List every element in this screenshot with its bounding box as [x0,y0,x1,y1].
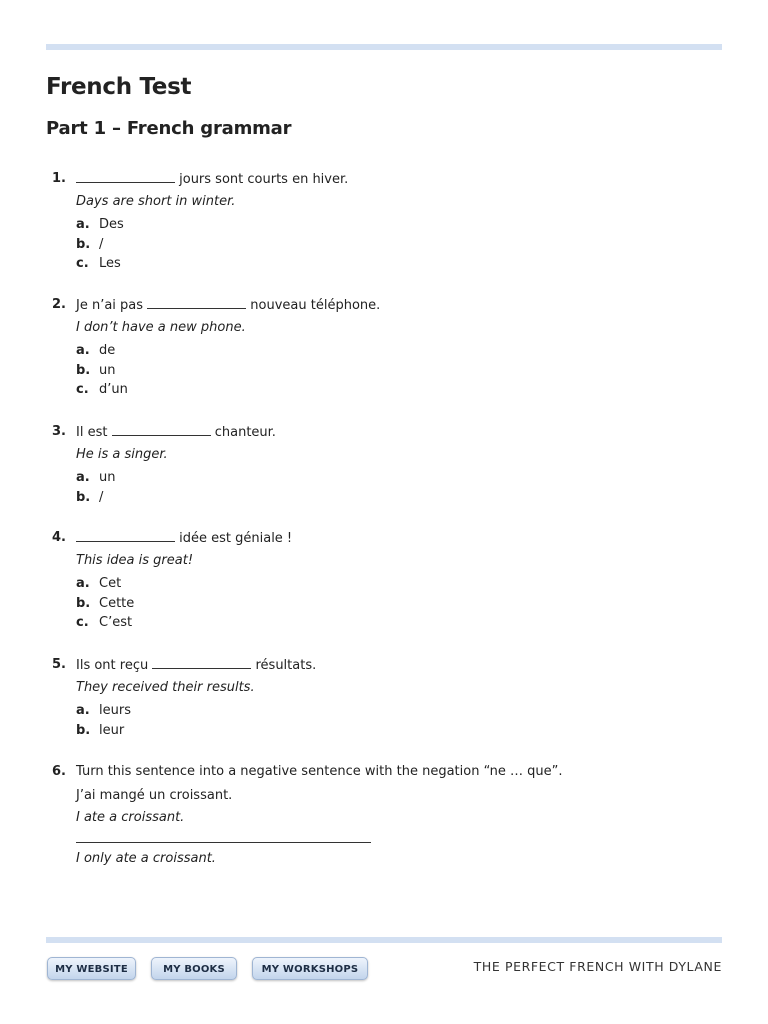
question-5 [46,655,686,740]
option-text: Cette [99,595,135,611]
option-b [76,361,686,381]
question-text-after: nouveau téléphone. [246,298,381,313]
option-letter: a. [76,470,90,485]
option-c [76,613,686,633]
option-letter: c. [76,256,89,272]
question-text-before: Je n’ai pas [76,298,148,313]
option-letter: a. [76,703,90,718]
option-b [76,235,686,255]
option-letter: b. [76,236,91,252]
question-translation: This idea is great! [76,553,194,568]
option-text: / [99,236,104,252]
question-text [76,295,380,316]
question-text-after: résultats. [251,658,317,673]
source-sentence-translation: I ate a croissant. [76,810,185,825]
option-text: leur [99,722,125,738]
answer-blank [112,422,211,436]
answer-translation: I only ate a croissant. [76,851,216,866]
question-text [76,169,348,190]
question-text-after: chanteur. [210,425,276,440]
option-b [76,594,686,614]
question-number: 4. [52,530,66,545]
option-text: Les [99,256,121,272]
question-translation: He is a singer. [76,447,168,462]
answer-options [76,215,686,274]
answer-blank [147,295,246,309]
option-letter: b. [76,722,91,738]
question-number: 5. [52,657,66,672]
answer-blank [76,528,175,542]
option-b [76,488,686,508]
bottom-divider [46,937,722,943]
option-a [76,574,686,594]
answer-options [76,468,686,507]
option-letter: a. [76,343,90,358]
option-letter: a. [76,576,90,591]
top-divider [46,44,722,50]
option-text: / [99,489,104,505]
option-text: Cet [99,576,122,591]
option-c [76,254,686,274]
question-text-before: Il est [76,425,112,440]
option-text: un [99,470,116,485]
answer-options [76,341,686,400]
option-letter: a. [76,217,90,232]
option-b [76,721,686,741]
question-text-after: jours sont courts en hiver. [175,172,349,187]
page-title: French Test [46,74,192,100]
question-1 [46,169,686,274]
question-number: 3. [52,424,66,439]
answer-blank [76,169,175,183]
answer-options [76,574,686,633]
option-text: un [99,362,116,378]
my-workshops-button[interactable]: MY WORKSHOPS [252,957,368,980]
option-letter: b. [76,595,91,611]
question-translation: They received their results. [76,680,255,695]
answer-line [76,842,371,843]
question-number: 2. [52,297,66,312]
option-letter: b. [76,362,91,378]
option-a [76,468,686,488]
question-6 [46,762,686,869]
question-4 [46,528,686,633]
question-text [76,422,276,443]
source-sentence: J’ai mangé un croissant. [76,788,233,803]
option-a [76,701,686,721]
option-text: de [99,343,116,358]
question-number: 6. [52,764,66,779]
option-letter: c. [76,615,89,631]
option-text: C’est [99,615,133,631]
option-c [76,380,686,400]
section-title: Part 1 – French grammar [46,118,292,139]
option-a [76,341,686,361]
question-text-before: Ils ont reçu [76,658,153,673]
option-letter: b. [76,489,91,505]
question-3 [46,422,686,507]
answer-blank [152,655,251,669]
question-2 [46,295,686,400]
option-text: Des [99,217,124,232]
option-letter: c. [76,382,89,398]
question-translation: I don’t have a new phone. [76,320,246,335]
question-text [76,528,292,549]
option-a [76,215,686,235]
question-translation: Days are short in winter. [76,194,236,209]
my-books-button[interactable]: MY BOOKS [151,957,237,980]
question-text [76,655,316,676]
option-text: leurs [99,703,131,718]
question-number: 1. [52,171,66,186]
question-instruction: Turn this sentence into a negative sentence with the negation “ne … que”. [76,764,563,779]
option-text: d’un [99,382,128,398]
question-text-after: idée est géniale ! [175,531,293,546]
brand-tagline: THE PERFECT FRENCH WITH DYLANE [473,959,722,974]
my-website-button[interactable]: MY WEBSITE [47,957,136,980]
answer-options [76,701,686,740]
